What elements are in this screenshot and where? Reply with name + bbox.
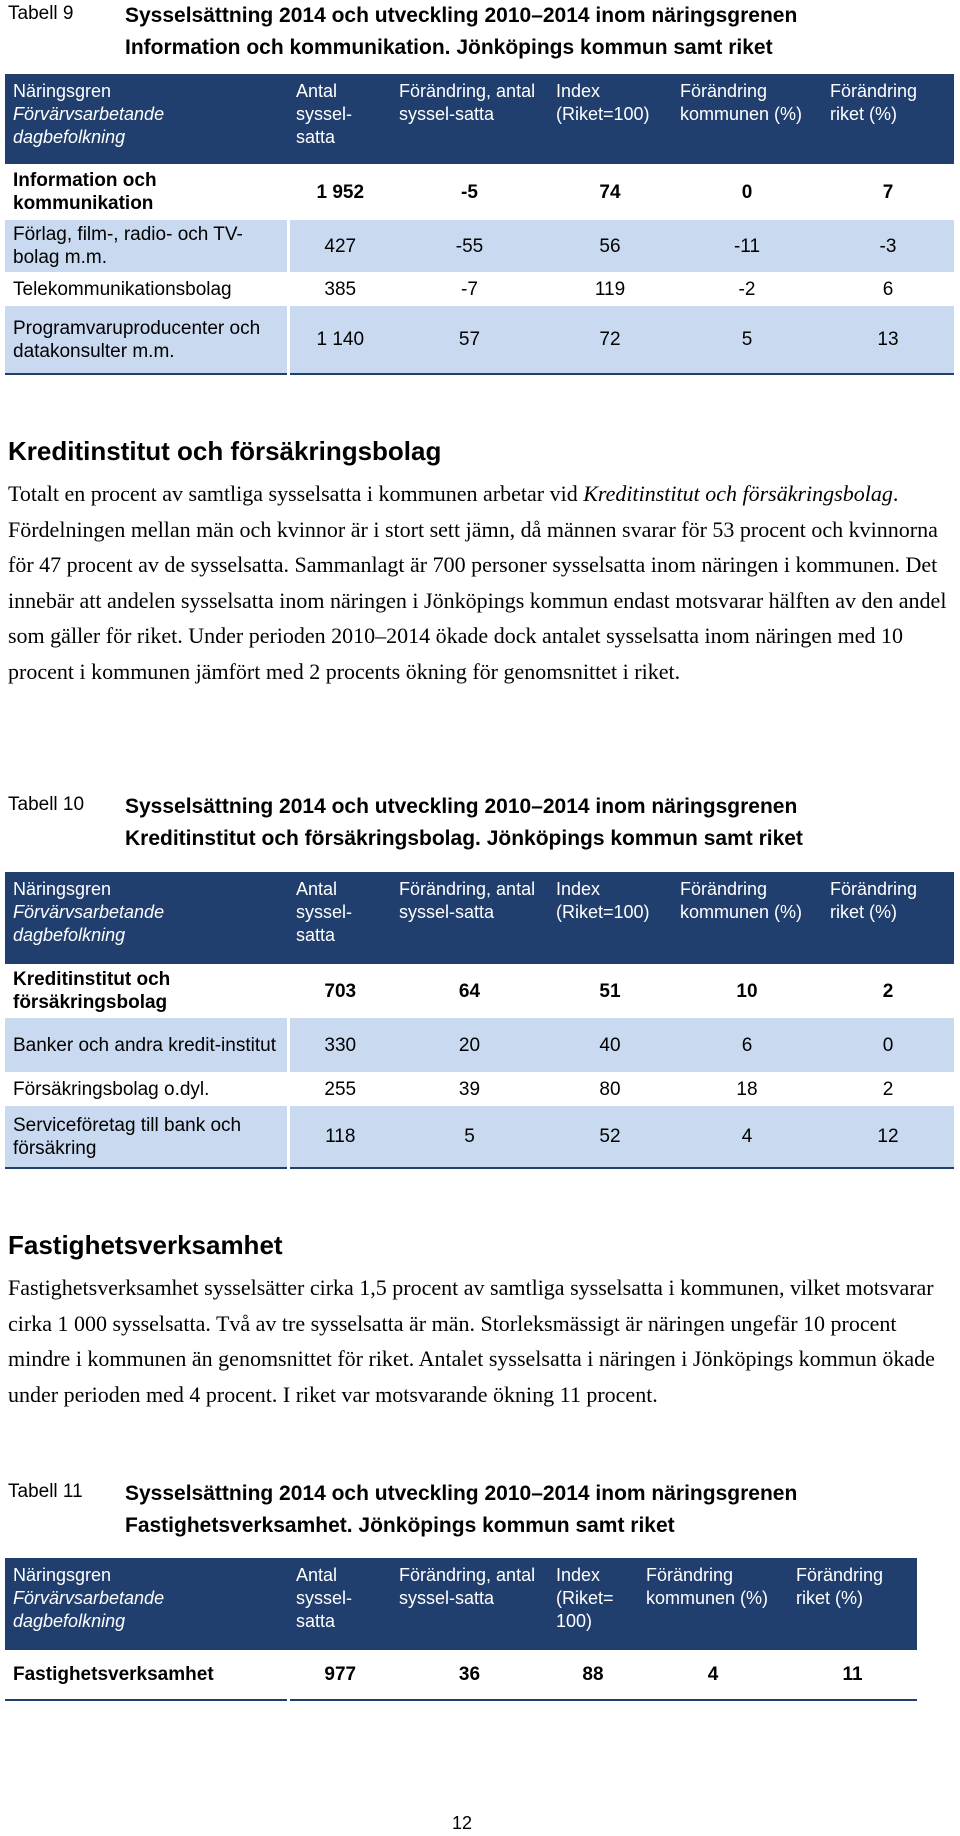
table-row (5, 272, 954, 306)
paragraph-fastighet: Fastighetsverksamhet sysselsätter cirka 1,5 procent av samtliga sysselsatta i kommunen, vilket motsvarar cirka 1 000 sysselsatta. Två av tre sysselsatta är män. Storleksmässigt är näringen ungefär 10 procent mindre i kommunen än genomsnittet för riket. Antalet sysselsatta i näringen i Jönköpings kommun ökade under perioden med 4 procent. I riket var motsvarande ökning 11 procent. (8, 1275, 935, 1407)
header-forandring: Förändring, antal syssel-satta (391, 872, 548, 964)
cell-antal: 1 952 (288, 164, 391, 220)
cell-forandring: 36 (391, 1650, 548, 1700)
header-index: Index (Riket=100) (548, 872, 672, 964)
cell-forandring: 5 (391, 1106, 548, 1168)
cell-forandring: -5 (391, 164, 548, 220)
header-naringsgren: Näringsgren Förvärvsarbetande dagbefolkning (5, 74, 288, 164)
header-antal: Antal syssel-satta (288, 872, 391, 964)
cell-forandring: -7 (391, 272, 548, 306)
cell-riket: 2 (822, 964, 954, 1018)
cell-index: 51 (548, 964, 672, 1018)
table-row (5, 1018, 954, 1072)
cell-kommun: 10 (672, 964, 822, 1018)
header-riket: Förändring riket (%) (822, 74, 954, 164)
paragraph-kredit: Totalt en procent av samtliga sysselsatta i kommunen arbetar vid Kreditinstitut och försäkringsbolag. Fördelningen mellan män och kvinnor är i stort sett jämn, då männen svarar för 53 procent och kvinnorna för 47 procent av de sysselsatta. Sammanlagt är 700 personer sysselsatta inom näringen i kommunen. Det innebär att andelen sysselsatta inom näringen i Jönköpings kommun endast motsvarar hälften av den andel som gäller för riket. Under perioden 2010–2014 ökade dock antalet sysselsatta inom näringen med 10 procent i kommunen jämfört med 2 procents ökning för genomsnittet i riket. (8, 481, 947, 684)
table-row (5, 1072, 954, 1106)
table9-caption (8, 0, 797, 64)
cell-antal: 330 (288, 1018, 391, 1072)
table-header-row (5, 872, 954, 964)
cell-riket: 7 (822, 164, 954, 220)
cell-antal: 255 (288, 1072, 391, 1106)
cell-kommun: -11 (672, 220, 822, 272)
table-header-row (5, 1558, 917, 1650)
table-header-row (5, 74, 954, 164)
cell-index: 80 (548, 1072, 672, 1106)
table9-title: Sysselsättning 2014 och utveckling 2010–2014 inom näringsgrenen Information och kommunikation. Jönköpings kommun samt riket (125, 4, 798, 59)
header-antal: Antal syssel-satta (288, 74, 391, 164)
cell-index: 52 (548, 1106, 672, 1168)
cell-index: 88 (548, 1650, 638, 1700)
header-kommun: Förändring kommunen (%) (638, 1558, 788, 1650)
cell-index: 56 (548, 220, 672, 272)
cell-index: 119 (548, 272, 672, 306)
cell-riket: 0 (822, 1018, 954, 1072)
cell-antal: 977 (288, 1650, 391, 1700)
cell-forandring: 39 (391, 1072, 548, 1106)
page-number: 12 (452, 1813, 473, 1833)
header-index: Index (Riket=100) (548, 74, 672, 164)
row-name: Kreditinstitut och försäkringsbolag (5, 964, 288, 1018)
table-row (5, 1106, 954, 1168)
cell-riket: 13 (822, 306, 954, 374)
row-name: Information och kommunikation (5, 164, 288, 220)
table-row (5, 306, 954, 374)
header-riket: Förändring riket (%) (788, 1558, 917, 1650)
header-kommun: Förändring kommunen (%) (672, 74, 822, 164)
table9-label: Tabell 9 (8, 3, 74, 24)
cell-index: 74 (548, 164, 672, 220)
cell-index: 72 (548, 306, 672, 374)
table11-caption (8, 1478, 797, 1542)
header-index: Index (Riket= 100) (548, 1558, 638, 1650)
table11-title: Sysselsättning 2014 och utveckling 2010–2014 inom näringsgrenen Fastighetsverksamhet. Jönköpings kommun samt riket (125, 1482, 798, 1537)
table-row (5, 164, 954, 220)
cell-riket: 12 (822, 1106, 954, 1168)
table10 (5, 872, 954, 1169)
table11-label: Tabell 11 (8, 1481, 83, 1502)
cell-kommun: 0 (672, 164, 822, 220)
header-naringsgren: Näringsgren Förvärvsarbetande dagbefolkning (5, 872, 288, 964)
cell-kommun: 5 (672, 306, 822, 374)
cell-kommun: 4 (638, 1650, 788, 1700)
table-row (5, 964, 954, 1018)
cell-antal: 118 (288, 1106, 391, 1168)
cell-forandring: 57 (391, 306, 548, 374)
cell-antal: 703 (288, 964, 391, 1018)
table10-title: Sysselsättning 2014 och utveckling 2010–2014 inom näringsgrenen Kreditinstitut och försäkringsbolag. Jönköpings kommun samt riket (125, 795, 803, 850)
row-name: Försäkringsbolag o.dyl. (5, 1072, 288, 1106)
header-kommun: Förändring kommunen (%) (672, 872, 822, 964)
cell-riket: -3 (822, 220, 954, 272)
row-name: Programvaruproducenter och datakonsulter m.m. (5, 306, 288, 374)
cell-forandring: 64 (391, 964, 548, 1018)
row-name: Förlag, film-, radio- och TV-bolag m.m. (5, 220, 288, 272)
table-row (5, 220, 954, 272)
row-name: Telekommunikationsbolag (5, 272, 288, 306)
cell-antal: 1 140 (288, 306, 391, 374)
row-name: Serviceföretag till bank och försäkring (5, 1106, 288, 1168)
cell-forandring: 20 (391, 1018, 548, 1072)
cell-forandring: -55 (391, 220, 548, 272)
cell-riket: 2 (822, 1072, 954, 1106)
cell-riket: 11 (788, 1650, 917, 1700)
cell-kommun: -2 (672, 272, 822, 306)
cell-index: 40 (548, 1018, 672, 1072)
header-naringsgren: Näringsgren Förvärvsarbetande dagbefolkning (5, 1558, 288, 1650)
row-name: Banker och andra kredit-institut (5, 1018, 288, 1072)
cell-riket: 6 (822, 272, 954, 306)
table11 (5, 1558, 917, 1701)
header-forandring: Förändring, antal syssel-satta (391, 1558, 548, 1650)
table10-caption (8, 791, 803, 855)
cell-kommun: 18 (672, 1072, 822, 1106)
section-heading-fastighet: Fastighetsverksamhet (8, 1230, 283, 1260)
table-row (5, 1650, 917, 1700)
table9 (5, 74, 954, 375)
header-riket: Förändring riket (%) (822, 872, 954, 964)
section-heading-kredit: Kreditinstitut och försäkringsbolag (8, 436, 442, 466)
row-name: Fastighetsverksamhet (5, 1650, 288, 1700)
cell-kommun: 6 (672, 1018, 822, 1072)
header-forandring: Förändring, antal syssel-satta (391, 74, 548, 164)
cell-antal: 427 (288, 220, 391, 272)
cell-antal: 385 (288, 272, 391, 306)
header-antal: Antal syssel-satta (288, 1558, 391, 1650)
table10-label: Tabell 10 (8, 794, 85, 815)
cell-kommun: 4 (672, 1106, 822, 1168)
